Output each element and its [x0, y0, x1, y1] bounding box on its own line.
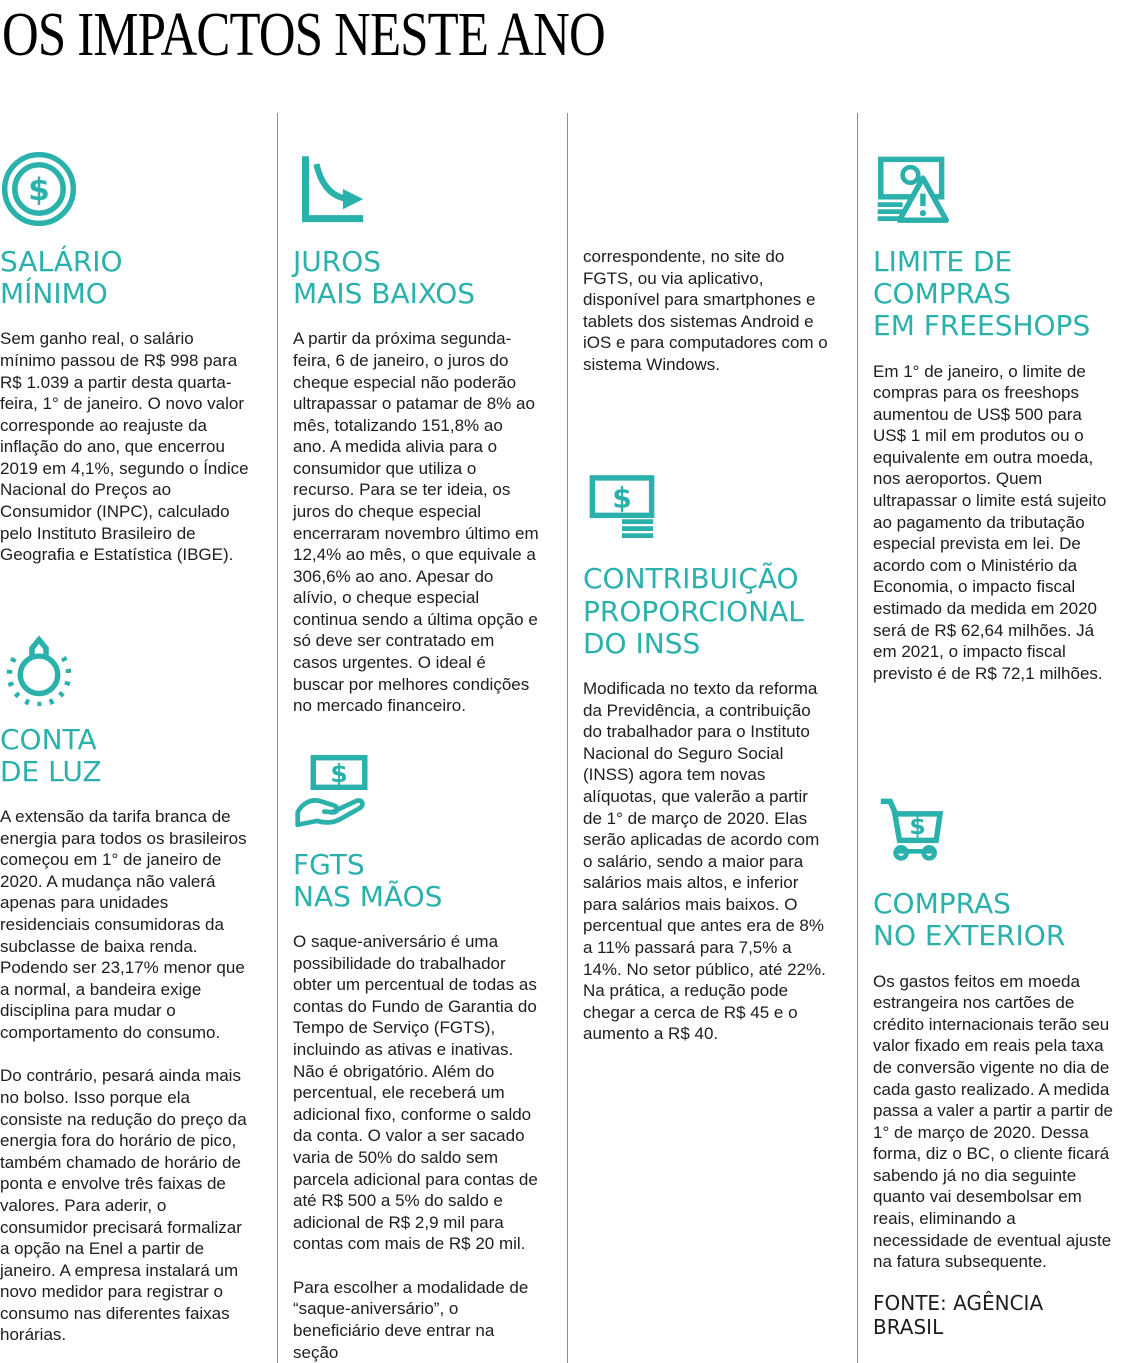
column-3: [567, 113, 857, 1363]
section-heading: [583, 563, 830, 660]
section-heading: [873, 888, 1113, 952]
heading-line: SALÁRIO: [0, 245, 123, 278]
body-paragraph: O saque-aniversário é uma possibilidade do trabalhador obter um percentual de todas as contas do Fundo de Garantia do Tempo de Serviço (FGTS), incluindo as ativas e inativas. Não é obrigatório. Além do percentual, ele receberá um adicional fixo, conforme o saldo da conta. O valor a ser sacado varia de 50% do saldo sem parcela adicional para contas de até R$ 500 a 5% do saldo e adicional de R$ 2,9 mil para contas com mais de R$ 20 mil.: [293, 932, 538, 1254]
heading-line: CONTRIBUIÇÃO: [583, 562, 799, 596]
body-paragraph: Modificada no texto da reforma da Previdência, a contribuição do trabalhador para o Instituto Nacional do Seguro Social (INSS) agora tem novas alíquotas, que valerão a partir de 1° de março de 2020. Elas serão aplicadas de acordo com o salário, sendo a maior para salários mais altos, e inferior para salários mais baixos. O percentual que antes era de 8% a 11% passará para 7,5% a 14%. No setor público, até 22%. Na prática, a redução pode chegar a cerca de R$ 45 e o aumento a R$ 40.: [583, 679, 826, 1044]
body-paragraph: Os gastos feitos em moeda estrangeira nos cartões de crédito internacionais terão seu valor fixado em reais pela taxa de conversão vigente no dia de cada gasto realizado. A medida passa a valer a partir a partir de 1° de março de 2020. Dessa forma, diz o BC, o cliente ficará sabendo já no dia seguinte quanto vai desembolsar em reais, eliminando a necessidade de eventual ajuste na fatura subsequente.: [873, 971, 1114, 1272]
heading-line: NO EXTERIOR: [873, 919, 1066, 953]
svg-text:$: $: [612, 482, 632, 516]
section-heading: [0, 246, 250, 310]
section-contribuicao-inss: [583, 467, 830, 1044]
chart-down-icon: [293, 150, 375, 228]
section-heading: [873, 246, 1113, 343]
heading-line: DO INSS: [583, 626, 701, 660]
section-juros-mais-baixos: [293, 150, 540, 717]
heading-line: EM FREESHOPS: [873, 309, 1091, 343]
svg-text:$: $: [909, 812, 926, 841]
columns-grid: [0, 113, 1140, 1362]
column-2: [277, 113, 567, 1363]
money-stack-icon: [583, 467, 665, 545]
svg-text:$: $: [330, 758, 348, 788]
page-title: OS IMPACTOS NESTE ANO: [2, 1, 605, 69]
column-1: [0, 113, 277, 1363]
heading-line: MAIS BAIXOS: [293, 277, 476, 311]
body-paragraph: A extensão da tarifa branca de energia para todos os brasileiros começou em 1° de janeiro de 2020. A mudança não valerá apenas para unidades residenciais consumidoras da subclasse de baixa renda. Podendo ser 23,17% menor que a normal, a bandeira exige disciplina para mudar o comportamento do consumo.: [0, 807, 247, 1042]
section-limite-freeshops: [873, 150, 1113, 684]
heading-line: JUROS: [293, 245, 382, 278]
body-paragraph: Para escolher a modalidade de “saque-aniversário”, o beneficiário deve entrar na seção: [293, 1277, 529, 1362]
heading-line: CONTA: [0, 722, 97, 756]
column-4: [857, 113, 1140, 1363]
body-paragraph: Em 1° de janeiro, o limite de compras para os freeshops aumentou de US$ 500 para US$ 1 mil em produtos ou o equivalente em outra moeda, nos aeroportos. Quem ultrapassar o limite está sujeito ao pagamento da tributação especial prevista em lei. De acordo com o Ministério da Economia, o impacto fiscal estimado da medida em 2020 será de R$ 62,64 milhões. Já em 2021, o impacto fiscal previsto é de R$ 72,1 milhões.: [873, 361, 1107, 683]
money-hand-icon: [293, 753, 375, 831]
masthead: [0, 0, 1140, 113]
section-fgts-nas-maos: [293, 753, 540, 1363]
heading-line: PROPORCIONAL: [583, 594, 804, 628]
body-paragraph: Sem ganho real, o salário mínimo passou de R$ 998 para R$ 1.039 a partir desta quarta-feira, 1° de janeiro. O novo valor corresponde ao reajuste da inflação do ano, que encerrou 2019 em 4,1%, segundo o Índice Nacional do Preços ao Consumidor (INPC), calculado pelo Instituto Brasileiro de Geografia e Estatística (IBGE).: [0, 329, 249, 565]
heading-line: LIMITE DE COMPRAS: [873, 245, 1013, 311]
section-conta-de-luz: [0, 628, 250, 1346]
body-paragraph: A partir da próxima segunda-feira, 6 de janeiro, o juros do cheque especial não poderão ultrapassar o patamar de 8% ao mês, totalizando 151,8% ao ano. A medida alivia para o consumidor que utiliza o recurso. Para se ter ideia, os juros do cheque especial encerraram novembro último em 12,4% ao mês, o que equivale a 306,6% ao ano. Apesar do alívio, o cheque especial continua sendo a última opção e só deve ser contratado em casos urgentes. O ideal é buscar por melhores condições no mercado financeiro.: [293, 329, 539, 716]
heading-line: COMPRAS: [873, 887, 1011, 921]
section-heading: [293, 246, 540, 310]
section-heading: [0, 724, 250, 788]
section-heading: [293, 849, 540, 913]
heading-line: DE LUZ: [0, 754, 102, 788]
lightbulb-icon: [0, 628, 82, 706]
body-paragraph: Do contrário, pesará ainda mais no bolso. Isso porque ela consiste na redução do preço da energia fora do horário de pico, também chamado de horário de ponta e envolve três faixas de valores. Para aderir, o consumidor precisará formalizar a opção na Enel a partir de janeiro. A empresa instalará um novo medidor para registrar o consumo nas diferentes faixas horárias.: [0, 1066, 247, 1345]
source-note: FONTE: AGÊNCIA BRASIL: [873, 1291, 1044, 1340]
heading-line: NAS MÃOS: [293, 879, 443, 913]
section-compras-exterior: [873, 792, 1113, 1272]
continuation-paragraph: correspondente, no site do FGTS, ou via aplicativo, disponível para smartphones e tablets dos sistemas Android e iOS e para computadores com o sistema Windows.: [583, 247, 828, 374]
svg-text:$: $: [28, 171, 50, 208]
heading-line: FGTS: [293, 847, 365, 881]
money-warning-icon: [873, 150, 955, 228]
section-salario-minimo: [0, 150, 250, 566]
heading-line: MÍNIMO: [0, 277, 108, 311]
cart-dollar-icon: [873, 792, 955, 870]
coin-icon: [0, 150, 82, 228]
